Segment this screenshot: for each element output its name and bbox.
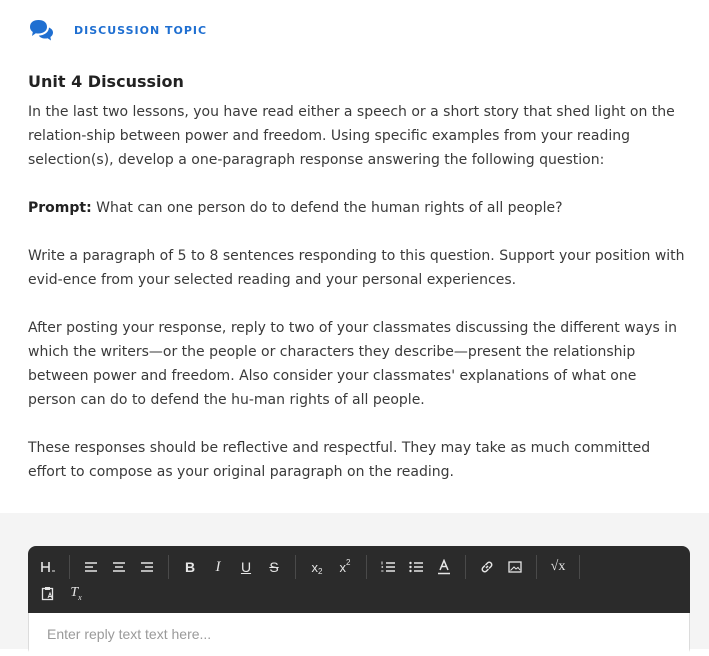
editor-toolbar [28, 546, 690, 613]
ordered-list-icon[interactable] [374, 554, 402, 580]
underline-icon[interactable]: U [240, 559, 252, 575]
chat-bubbles-icon [28, 17, 54, 43]
clear-formatting-icon[interactable]: T x [70, 585, 82, 602]
reply-input-container [28, 613, 690, 656]
subscript-icon[interactable]: x 2 [311, 559, 323, 576]
prompt-text: What can one person do to defend the human rights of all people? [91, 200, 563, 216]
italic-icon[interactable]: I [215, 558, 221, 575]
toolbar-separator [69, 555, 70, 579]
unordered-list-icon[interactable] [402, 554, 430, 580]
reply-area [0, 513, 709, 649]
discussion-content [28, 70, 688, 508]
reply-text-input[interactable] [45, 625, 669, 643]
superscript-icon[interactable]: x 2 [339, 557, 351, 575]
discussion-topic-label: DISCUSSION TOPIC [74, 23, 208, 37]
toolbar-separator [366, 555, 367, 579]
toolbar-separator [465, 555, 466, 579]
align-center-icon[interactable] [105, 554, 133, 580]
heading-icon[interactable] [34, 554, 62, 580]
instructions-paragraph: Write a paragraph of 5 to 8 sentences responding to this question. Support your position with evid-ence from your selected reading and your personal experiences. [28, 248, 685, 288]
text-color-icon[interactable] [430, 554, 458, 580]
image-icon[interactable] [501, 554, 529, 580]
prompt-paragraph [28, 196, 688, 220]
link-icon[interactable] [473, 554, 501, 580]
bold-icon[interactable]: B [184, 559, 196, 575]
prompt-label: Prompt: [28, 200, 92, 216]
strikethrough-icon[interactable]: S [269, 559, 279, 575]
toolbar-separator [579, 555, 580, 579]
align-left-icon[interactable] [77, 554, 105, 580]
discussion-header [28, 16, 207, 44]
math-icon[interactable]: √x [550, 559, 566, 574]
closing-paragraph: These responses should be reflective and respectful. They may take as much committed effort to compose as your original paragraph on the reading. [28, 440, 651, 480]
reply-instructions-paragraph: After posting your response, reply to two of your classmates discussing the different ways in which the writers—or the people or characters they describe—present the relationship between power and freedom. Also consider your classmates' explanations of what one person can do to defend the hu-man rights of all people. [28, 320, 678, 408]
toolbar-separator [295, 555, 296, 579]
reply-editor [28, 546, 690, 656]
align-right-icon[interactable] [133, 554, 161, 580]
paste-as-text-icon[interactable] [34, 580, 62, 606]
toolbar-separator [536, 555, 537, 579]
discussion-title: Unit 4 Discussion [28, 72, 184, 91]
toolbar-separator [168, 555, 169, 579]
intro-paragraph: In the last two lessons, you have read either a speech or a short story that shed light on the relation-ship between power and freedom. Using specific examples from your reading selection(s), develop a one-paragraph response answering the following question: [28, 104, 675, 168]
